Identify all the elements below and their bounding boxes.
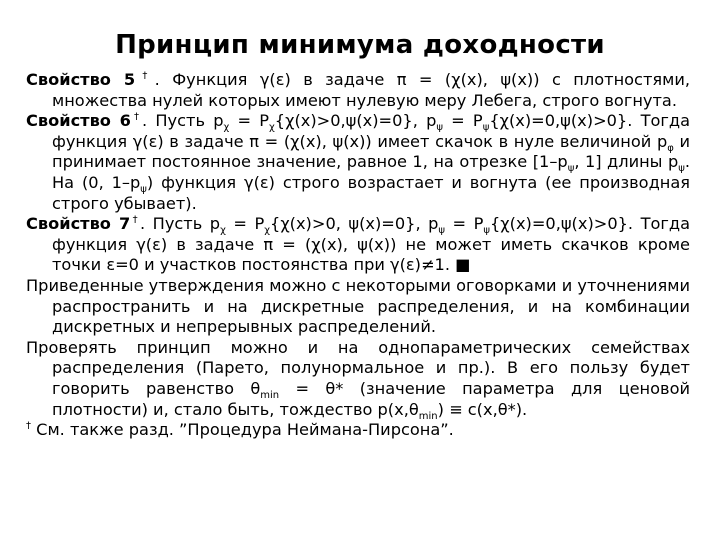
subscript: φ: [667, 143, 674, 155]
subscript: χ: [269, 122, 275, 134]
text-run: . На (0, 1–p: [52, 152, 690, 192]
subscript: ψ: [438, 225, 446, 237]
slide-body: [26, 70, 690, 441]
text-run: = P: [229, 111, 270, 131]
property-5-label: Свойство 5: [26, 70, 136, 89]
text-run: {χ(x)>0,ψ(x)=0}, p: [274, 111, 437, 131]
text-run: = θ* (значение параметра для ценовой плотности) и, стало быть, тождество p(x,θ: [52, 378, 690, 419]
subscript: χ: [223, 122, 230, 134]
footnote-text: См. также разд. ”Процедура Неймана-Пирсона”.: [31, 420, 454, 440]
text-run: Проверять принцип можно и на однопараметрических семействах распределения (Парето, полунормальное и пр.). В его пользу будет говорить равенство θ: [26, 337, 690, 398]
page-title: Принцип минимума доходности: [115, 30, 605, 60]
subscript: ψ: [678, 163, 685, 175]
text-run: = P: [225, 214, 265, 234]
remark-paragraph: [26, 276, 690, 338]
text-run: . Пусть p: [142, 111, 224, 131]
remark-text: Приведенные утверждения можно с некоторыми оговорками и уточнениями распространить и на дискретные распределения, и на комбинации дискретных и непрерывных распределений.: [26, 275, 690, 337]
subscript: ψ: [482, 122, 490, 134]
subscript: ψ: [483, 225, 490, 237]
text-run: = P: [445, 214, 484, 234]
property-6-paragraph: [26, 111, 690, 214]
subscript: ψ: [140, 184, 147, 196]
subscript: χ: [264, 225, 271, 237]
property-5-paragraph: [26, 70, 690, 111]
subscript: ψ: [436, 122, 443, 134]
property-7-paragraph: [26, 214, 690, 276]
subscript: min: [418, 410, 438, 422]
text-run: ) функция γ(ε) строго возрастает и вогнута (ее производная строго убывает).: [52, 172, 691, 213]
text-run: {χ(x)=0,ψ(x)>0}. Тогда функция γ(ε) в задаче π = (χ(x), ψ(x)) имеет скачок в нуле величиной p: [52, 111, 690, 151]
verification-paragraph: [26, 338, 690, 420]
property-7-label: Свойство 7: [26, 214, 131, 234]
text-run: и принимает постоянное значение, равное 1, на отрезке [1–p: [52, 131, 691, 172]
text-run: {χ(x)>0, ψ(x)=0}, p: [270, 214, 439, 234]
property-5-text: . Функция γ(ε) в задаче π = (χ(x), ψ(x)) с плотностями, множества нулей которых имеют нулевую меру Лебега, строго вогнута.: [52, 70, 691, 110]
text-run: {χ(x)=0,ψ(x)>0}. Тогда функция γ(ε) в задаче π = (χ(x), ψ(x)) не может иметь скачков кроме точки ε=0 и участков постоянства при γ(ε)≠1. ■: [52, 214, 690, 275]
property-6-label: Свойство 6: [26, 111, 131, 131]
dagger-mark: †: [130, 111, 143, 123]
footnote: [26, 420, 690, 441]
text-run: . Пусть p: [139, 214, 221, 234]
text-run: = P: [442, 111, 483, 131]
dagger-mark: †: [130, 214, 140, 226]
text-run: ) ≡ c(x,θ*).: [437, 399, 528, 419]
subscript: ψ: [567, 163, 575, 175]
subscript: min: [260, 390, 280, 402]
dagger-mark: †: [26, 420, 31, 432]
dagger-mark: †: [135, 70, 155, 82]
subscript: χ: [220, 225, 226, 237]
text-run: , 1] длины p: [574, 152, 679, 172]
